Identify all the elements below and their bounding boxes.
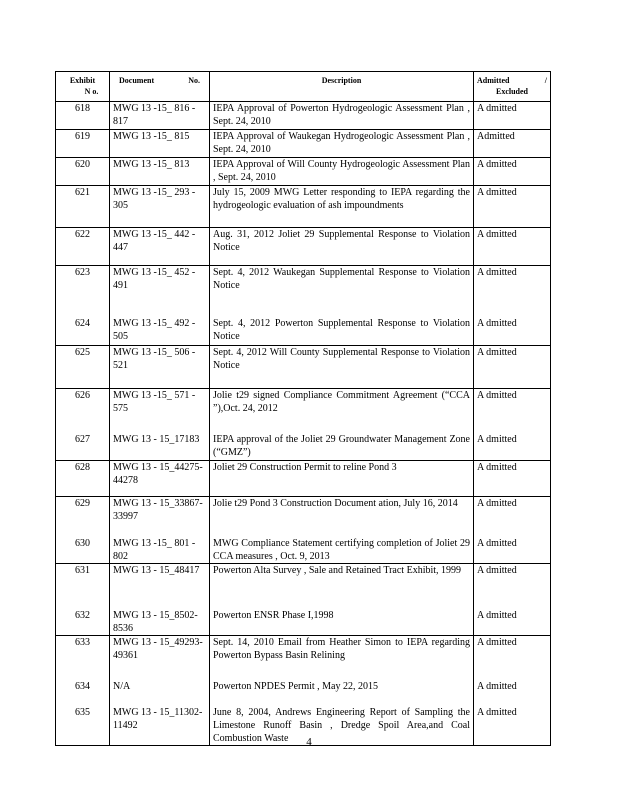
table-row [56, 497, 551, 529]
admitted-status-cell: A dmitted [474, 564, 551, 601]
document-number-cell: MWG 13 -15_ 293 - 305 [110, 186, 210, 228]
exhibit-number-cell: 633 [56, 636, 110, 672]
exhibit-number-cell: 622 [56, 228, 110, 266]
description-cell: IEPA Approval of Powerton Hydrogeologic Assessment Plan , Sept. 24, 2010 [210, 102, 474, 130]
exhibit-number-cell: 631 [56, 564, 110, 601]
exhibit-number-cell: 621 [56, 186, 110, 228]
exhibit-number-cell: 620 [56, 158, 110, 186]
exhibit-number-cell: 627 [56, 425, 110, 461]
table-row [56, 389, 551, 425]
header-admitted-excluded [474, 72, 551, 102]
table-body [56, 102, 551, 746]
header-excluded: Excluded [495, 87, 528, 96]
description-cell: Aug. 31, 2012 Joliet 29 Supplemental Response to Violation Notice [210, 228, 474, 266]
table-row [56, 529, 551, 564]
document-number-cell: MWG 13 -15_ 813 [110, 158, 210, 186]
description-cell: IEPA Approval of Waukegan Hydrogeologic Assessment Plan , Sept. 24, 2010 [210, 130, 474, 158]
document-number-cell: MWG 13 - 15_49293-49361 [110, 636, 210, 672]
header-exhibit-no [56, 72, 110, 102]
document-number-cell: MWG 13 -15_ 442 - 447 [110, 228, 210, 266]
exhibit-number-cell: 623 [56, 266, 110, 309]
table-row [56, 309, 551, 346]
document-number-cell: MWG 13 - 15_11302-11492 [110, 698, 210, 746]
document-number-cell: MWG 13 - 15_8502-8536 [110, 601, 210, 636]
admitted-status-cell: A dmitted [474, 636, 551, 672]
admitted-status-cell: A dmitted [474, 158, 551, 186]
admitted-status-cell: A dmitted [474, 698, 551, 746]
document-number-cell: MWG 13 -15_ 492 - 505 [110, 309, 210, 346]
exhibit-number-cell: 632 [56, 601, 110, 636]
description-cell: Jolie t29 signed Compliance Commitment Agreement (“CCA ”),Oct. 24, 2012 [210, 389, 474, 425]
table-row [56, 266, 551, 309]
exhibit-number-cell: 634 [56, 672, 110, 698]
exhibit-number-cell: 625 [56, 346, 110, 389]
document-number-cell: MWG 13 - 15_48417 [110, 564, 210, 601]
document-number-cell: MWG 13 -15_ 506 - 521 [110, 346, 210, 389]
description-cell: Sept. 4, 2012 Will County Supplemental Response to Violation Notice [210, 346, 474, 389]
description-cell: Sept. 14, 2010 Email from Heather Simon to IEPA regarding Powerton Bypass Basin Relining [210, 636, 474, 672]
document-number-cell: MWG 13 - 15_44275-44278 [110, 461, 210, 497]
document-number-cell: MWG 13 -15_ 801 - 802 [110, 529, 210, 564]
description-cell: IEPA approval of the Joliet 29 Groundwater Management Zone (“GMZ”) [210, 425, 474, 461]
table-row [56, 461, 551, 497]
description-cell: Joliet 29 Construction Permit to reline Pond 3 [210, 461, 474, 497]
admitted-status-cell: A dmitted [474, 186, 551, 228]
table-row [56, 564, 551, 601]
description-cell: MWG Compliance Statement certifying completion of Joliet 29 CCA measures , Oct. 9, 2013 [210, 529, 474, 564]
admitted-status-cell: Admitted [474, 130, 551, 158]
table-row [56, 601, 551, 636]
table-row [56, 672, 551, 698]
admitted-status-cell: A dmitted [474, 102, 551, 130]
table-row [56, 186, 551, 228]
admitted-status-cell: A dmitted [474, 389, 551, 425]
admitted-status-cell: A dmitted [474, 497, 551, 529]
document-number-cell: MWG 13 -15_ 452 - 491 [110, 266, 210, 309]
admitted-status-cell: A dmitted [474, 266, 551, 309]
admitted-status-cell: A dmitted [474, 309, 551, 346]
exhibit-number-cell: 630 [56, 529, 110, 564]
admitted-status-cell: A dmitted [474, 346, 551, 389]
description-cell: June 8, 2004, Andrews Engineering Report of Sampling the Limestone Runoff Basin , Dredge Spoil Area,and Coal Combustion Waste [210, 698, 474, 746]
admitted-status-cell: A dmitted [474, 425, 551, 461]
description-cell: Powerton Alta Survey , Sale and Retained Tract Exhibit, 1999 [210, 564, 474, 601]
exhibit-table [55, 71, 551, 746]
header-document-no-label: No. [188, 76, 200, 85]
header-exhibit-line1: Exhibit [69, 76, 96, 85]
header-description: Description [210, 72, 474, 102]
table-row [56, 636, 551, 672]
description-cell: Sept. 4, 2012 Powerton Supplemental Response to Violation Notice [210, 309, 474, 346]
admitted-status-cell: A dmitted [474, 601, 551, 636]
admitted-status-cell: A dmitted [474, 461, 551, 497]
table-row [56, 228, 551, 266]
exhibit-number-cell: 624 [56, 309, 110, 346]
description-cell: Powerton NPDES Permit , May 22, 2015 [210, 672, 474, 698]
exhibit-number-cell: 626 [56, 389, 110, 425]
description-cell: Powerton ENSR Phase I,1998 [210, 601, 474, 636]
table-row [56, 102, 551, 130]
table-header-row [56, 72, 551, 102]
exhibit-number-cell: 629 [56, 497, 110, 529]
description-cell: July 15, 2009 MWG Letter responding to IEPA regarding the hydrogeologic evaluation of ash impoundments [210, 186, 474, 228]
header-document-word: Document [119, 76, 155, 85]
table-row [56, 158, 551, 186]
document-number-cell: MWG 13 - 15_33867-33997 [110, 497, 210, 529]
exhibit-number-cell: 619 [56, 130, 110, 158]
exhibit-number-cell: 628 [56, 461, 110, 497]
description-cell: Jolie t29 Pond 3 Construction Document ation, July 16, 2014 [210, 497, 474, 529]
table-row [56, 130, 551, 158]
admitted-status-cell: A dmitted [474, 529, 551, 564]
admitted-status-cell: A dmitted [474, 672, 551, 698]
page-number: 4 [306, 736, 312, 748]
description-cell: IEPA Approval of Will County Hydrogeologic Assessment Plan , Sept. 24, 2010 [210, 158, 474, 186]
document-number-cell: MWG 13 -15_ 816 - 817 [110, 102, 210, 130]
header-document-no [110, 72, 210, 102]
admitted-status-cell: A dmitted [474, 228, 551, 266]
header-admitted-slash: / [544, 76, 547, 85]
document-number-cell: MWG 13 -15_ 815 [110, 130, 210, 158]
exhibit-number-cell: 635 [56, 698, 110, 746]
table-row [56, 425, 551, 461]
table-row [56, 346, 551, 389]
document-number-cell: MWG 13 - 15_17183 [110, 425, 210, 461]
header-exhibit-line2: N o. [84, 87, 99, 96]
document-number-cell: MWG 13 -15_ 571 - 575 [110, 389, 210, 425]
header-admitted: Admitted [477, 76, 510, 85]
exhibit-number-cell: 618 [56, 102, 110, 130]
document-number-cell: N/A [110, 672, 210, 698]
description-cell: Sept. 4, 2012 Waukegan Supplemental Response to Violation Notice [210, 266, 474, 309]
